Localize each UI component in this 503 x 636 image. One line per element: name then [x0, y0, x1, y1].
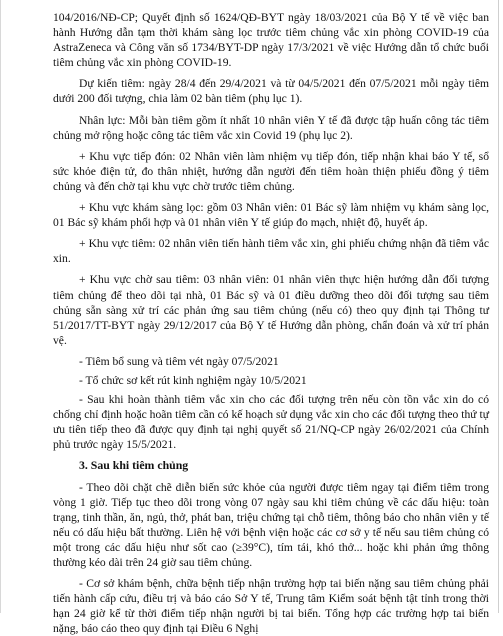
paragraph-waiting-area: + Khu vực chờ sau tiêm: 03 nhân viên: 01 nhân viên thực hiện hướng dẫn đối tượng tiêm chủng để theo dõi tại nhà, 01 Bác sỹ và 01 điều dưỡng theo dõi đối tượng sau tiêm chủng sẵn sàng xử trí các phản ứng sau tiêm chủng (nếu có) theo quy định tại Thông tư 51/2017/TT-BYT ngày 29/12/2017 của Bộ Y tế Hướng dẫn phòng, chẩn đoán và xử trí phản vệ.: [53, 273, 489, 347]
paragraph-screening-area: + Khu vực khám sàng lọc: gồm 03 Nhân viên: 01 Bác sỹ làm nhiệm vụ khám sàng lọc, 01 Bác sỹ khám phối hợp và 01 nhân viên Y tế giúp đo mạch, nhiệt độ, huyết áp.: [53, 201, 489, 230]
paragraph-injection-area: + Khu vực tiêm: 02 nhân viên tiến hành tiêm vắc xin, ghi phiếu chứng nhận đã tiêm vắc xin.: [53, 237, 489, 266]
paragraph-post-vaccination-monitoring: - Theo dõi chặt chẽ diễn biến sức khỏe của người được tiêm ngay tại điểm tiêm trong vòng 1 giờ. Tiếp tục theo dõi trong vòng 07 ngày sau khi tiêm chủng về các dấu hiệu: toàn trạng, tinh thần, ăn, ngủ, thở, phát ban, triệu chứng tại chỗ tiêm, thông báo cho nhân viên y tế nếu có dấu hiệu bất thường. Liên hệ với bệnh viện hoặc các cơ sở y tế nếu sau tiêm chủng có một trong các dấu hiệu như sốt cao (≥39°C), tím tái, khó thở... hoặc khi phản ứng thông thường kéo dài trên 24 giờ sau tiêm chủng.: [53, 480, 489, 569]
page-edge-divider: [498, 0, 499, 613]
section-heading-after-vaccination: 3. Sau khi tiêm chủng: [79, 458, 189, 473]
paragraph-adverse-event-handling: - Cơ sở khám bệnh, chữa bệnh tiếp nhận trường hợp tai biến nặng sau tiêm chủng phải tiến hành cấp cứu, điều trị và báo cáo Sở Y tế, Trung tâm Kiểm soát bệnh tật tỉnh trong thời hạn 24 giờ kể từ thời điểm tiếp nhận người bị tai biến. Tổng hợp các trường hợp tai biến nặng, báo cáo theo quy định tại Điều 6 Nghị: [53, 577, 489, 636]
paragraph-supplementary-vaccination: - Tiêm bổ sung và tiêm vét ngày 07/5/2021: [79, 354, 279, 368]
paragraph-remaining-vaccine: - Sau khi hoàn thành tiêm vắc xin cho các đối tượng trên nếu còn tồn vắc xin do có chống chỉ định hoặc hoãn tiêm cần có kế hoạch sử dụng vắc xin cho các đối tượng theo thứ tự ưu tiên tiếp theo đã được quy định tại nghị quyết số 21/NQ-CP ngày 26/02/2021 của Chính phủ trước ngày 15/5/2021.: [53, 393, 489, 452]
paragraph-reception-area: + Khu vực tiếp đón: 02 Nhân viên làm nhiệm vụ tiếp đón, tiếp nhận khai báo Y tế, sổ sức khỏe điện tử, đo thân nhiệt, hướng dẫn người đến tiêm hoàn thiện phiếu đồng ý tiêm chủng và đến chờ tại khu vực chờ trước tiêm chủng.: [53, 149, 489, 193]
paragraph-review-meeting: - Tổ chức sơ kết rút kinh nghiệm ngày 10/5/2021: [79, 373, 307, 387]
paragraph-schedule: Dự kiến tiêm: ngày 28/4 đến 29/4/2021 và từ 04/5/2021 đến 07/5/2021 mỗi ngày tiêm dưới 200 đối tượng, chia làm 02 bàn tiêm (phụ lục 1).: [53, 77, 489, 106]
paragraph-legal-basis: 104/2016/NĐ-CP; Quyết định số 1624/QĐ-BYT ngày 18/03/2021 của Bộ Y tế về việc ban hành Hướng dẫn tạm thời khám sàng lọc trước tiêm chủng vắc xin phòng COVID-19 của AstraZeneca và Công văn số 1734/BYT-DP ngày 17/3/2021 về việc Hướng dẫn tổ chức buổi tiêm chủng vắc xin phòng COVID-19.: [53, 11, 489, 70]
paragraph-staffing: Nhân lực: Mỗi bàn tiêm gồm ít nhất 10 nhân viên Y tế đã được tập huấn công tác tiêm chủng mở rộng hoặc công tác tiêm vắc xin Covid 19 (phụ lục 2).: [53, 113, 489, 142]
